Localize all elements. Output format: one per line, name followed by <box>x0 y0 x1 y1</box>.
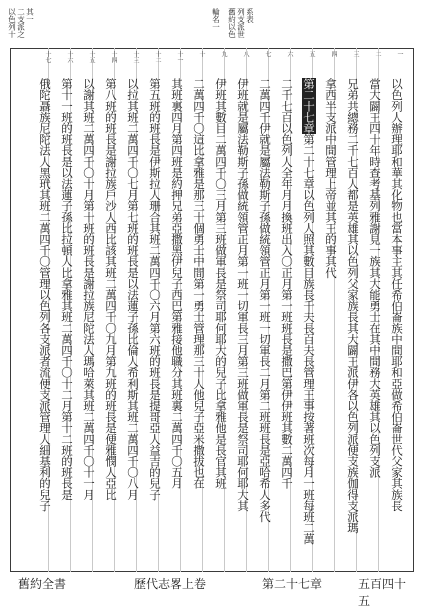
page-footer <box>14 575 410 608</box>
section-title: 歷代志畧上卷 <box>134 577 207 591</box>
column-number: 五 <box>308 51 315 57</box>
text-column: 二千七百以色列人全年月月換班出入〇正月第一班班長是撒巴第伊伊班其數二萬四千 <box>280 78 294 489</box>
text-column-body: 第二十七章以色列人照其數目族長千夫長百夫長管理王事按著班次每月一班每班二萬 <box>302 133 316 545</box>
note-line: 其一 <box>25 8 35 23</box>
text-column: 以拉其班二萬四千〇七月第七班的班長是以法蓮子孫比倫人希利斯其班二萬四千〇八月 <box>126 78 140 500</box>
column-number: 十三 <box>132 51 139 63</box>
top-mid-note <box>212 8 220 31</box>
column-number: 十一 <box>176 51 183 63</box>
top-left-note-3 <box>26 8 34 23</box>
chapter-heading-highlight: 第二十七章 <box>302 78 316 134</box>
text-column: 以謝其班二萬四千〇十月第十班的班長是謝拉族尼陀法人瑪哈萊其班二萬四千〇十一月 <box>82 78 96 500</box>
page-number: 五百四十五 <box>358 577 407 608</box>
text-column: 第八班的班長是謝拉族戶沙人西比該其班二萬四千〇九月第九班的班長是便雅憫人亞比 <box>104 78 118 500</box>
text-column: 二萬四千伊就是屬法勒斯子孫做統領管正月第一班一切軍長二月第二班班長是亞哈希人多代 <box>258 78 272 523</box>
column-number: 七 <box>264 51 271 57</box>
top-right-note <box>228 8 236 38</box>
top-left-note <box>8 8 16 38</box>
note-line: 舊約以色 <box>227 8 237 38</box>
note-line: 輪 <box>211 8 221 16</box>
column-number: 六 <box>286 51 293 57</box>
text-column: 兄弟共總務二千七百人都是英雄其以色列父家族長其大闢王派伊各以色列派便支族伽得支派瑪 <box>346 78 360 534</box>
note-line: 二支派之 <box>16 8 26 38</box>
text-column: 第五班的班長是伊斯拉人珊合其班二萬四千〇六月第六班的班長是提哥亞人益吉的兒子 <box>148 78 162 500</box>
column-number: 二 <box>374 51 381 57</box>
top-right-note-3 <box>246 8 254 23</box>
column-number: 九 <box>220 51 227 57</box>
text-column: 伊班其數目二萬四千〇三月第三班做軍長是祭司耶何耶大的兒子比拿雅他是長官其班 <box>214 78 228 489</box>
column-number: 十 <box>198 51 205 57</box>
column-number: 八 <box>242 51 249 57</box>
column-number: 十五 <box>88 51 95 63</box>
column-number: 三 <box>352 51 359 57</box>
note-line: 名 <box>211 15 221 23</box>
column-number: 十四 <box>110 51 117 63</box>
column-number: 一 <box>396 51 403 57</box>
column-number: 四 <box>330 51 337 57</box>
chapter-label: 第二十七章 <box>262 577 323 591</box>
text-column: 當大闢王四十年時查考基列雅謝見一族其大能勇士在其中間務大英雄其以色列支派 <box>368 78 382 478</box>
text-column: 拿西半支派中間管理上帝並其王的事其代 <box>324 78 338 278</box>
text-column: 第十一班的班長是以法蓮子孫比拉頓人比拿雅其班二萬四千〇十二月第十二班的班長是 <box>60 78 74 500</box>
text-column <box>294 78 314 544</box>
column-number: 十七 <box>44 51 51 63</box>
column-number: 十二 <box>154 51 161 63</box>
text-column: 二萬四千〇這比拿雅是那三十個勇士中間第一勇士管理那三十人他兒子亞米撒拔也在 <box>192 78 206 489</box>
note-line: 系表 <box>245 8 255 23</box>
column-number: 十六 <box>66 51 73 63</box>
text-column: 俄陀聶族尼陀法人黑玳其班二萬四千〇管理以色列各支派者流便支派管理人細基利的兒子 <box>38 78 52 511</box>
note-line: 以色列十 <box>7 8 17 38</box>
text-column: 伊班就是屬法勒斯子孫做統領管正月第一班一切軍長三月第三班做軍長是祭司耶何耶大其 <box>236 78 250 511</box>
book-title: 舊約全書 <box>18 577 67 591</box>
note-line: 一 <box>211 23 221 31</box>
top-right-note-2 <box>237 8 245 38</box>
text-column: 以色列人辦理耶和華其化物也當本事主其任希伯崙族中間耶和亞做希伯崙世代父家其族長 <box>390 78 404 511</box>
note-line: 列支派世 <box>236 8 246 38</box>
top-left-note-2 <box>17 8 25 38</box>
text-column: 其班裏四月第四班是約押兄弟亞撒黑伊兒子西巴第雅接他職分其班裏二萬四千〇五月 <box>170 78 184 489</box>
